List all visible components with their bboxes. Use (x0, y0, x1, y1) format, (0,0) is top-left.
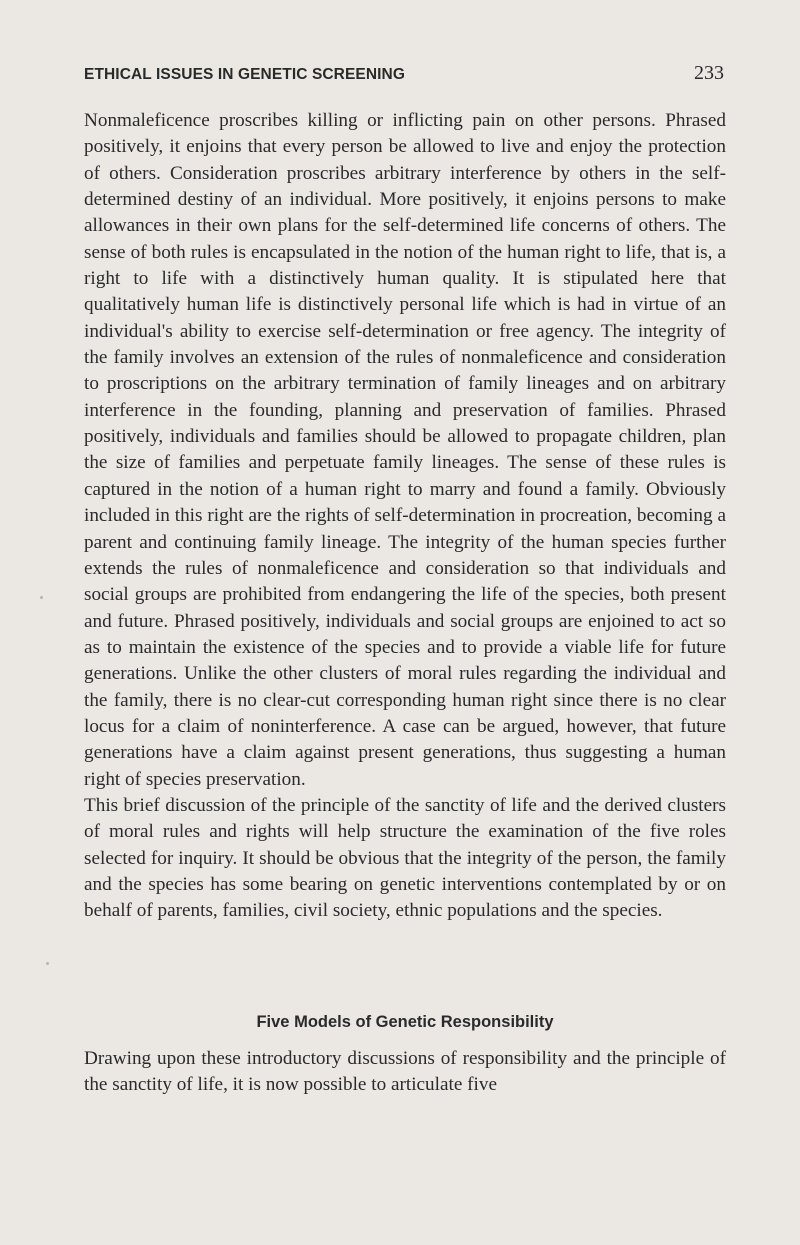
paper-speck (46, 962, 49, 965)
paragraph-summary: This brief discussion of the principle of the sanctity of life and the derived clusters of moral rules and rights will help structure the examination of the five roles selected for inquiry. It should be obvious that the integrity of the person, the family and the species has some bearing on genetic interventions contemplated by or on behalf of parents, families, civil society, ethnic populations and the species. (84, 794, 726, 922)
paragraph-integrity: Nonmaleficence proscribes killing or inflicting pain on other persons. Phrased positively, it enjoins that every person be allowed to live and enjoy the protection of others. Consideration proscribes arbitrary interference by others in the self-determined destiny of an individual. More positively, it enjoins persons to make allowances in their own plans for the self-determined life concerns of others. The sense of both rules is encapsulated in the notion of the human right to life, that is, a right to life with a distinctively human quality. It is stipulated here that qualitatively human life is distinctively personal life which is had in virtue of an individual's ability to exercise self-determination or free agency. The integrity of the family involves an extension of the rules of nonmaleficence and consideration to proscriptions on the arbitrary termination of family lineages and on arbitrary interference in the founding, planning and preservation of families. Phrased positively, individuals and families should be allowed to propagate children, plan the size of families and perpetuate family lineages. The sense of these rules is captured in the notion of a human right to marry and found a family. Obviously included in this right are the rights of self-determination in procreation, becoming a parent and continuing family lineage. The integrity of the human species further extends the rules of nonmaleficence and consideration so that individuals and social groups are prohibited from endangering the life of the species, both present and future. Phrased positively, individuals and social groups are enjoined to act so as to maintain the existence of the species and to provide a viable life for future generations. Unlike the other clusters of moral rules regarding the individual and the family, there is no clear-cut corresponding human right since there is no clear locus for a claim of noninterference. A case can be argued, however, that future generations have a claim against present generations, thus suggesting a human right of species preservation. (84, 110, 726, 790)
body-text (84, 108, 726, 925)
page-number: 233 (694, 62, 724, 84)
running-title: ETHICAL ISSUES IN GENETIC SCREENING (84, 66, 406, 83)
paper-speck (40, 596, 43, 599)
section-heading: Five Models of Genetic Responsibility (256, 1013, 554, 1031)
paragraph-models-intro: Drawing upon these introductory discussions of responsibility and the principle of the sanctity of life, it is now possible to articulate five (84, 1048, 726, 1096)
section-body-text (84, 1046, 726, 1099)
running-head (84, 62, 724, 85)
